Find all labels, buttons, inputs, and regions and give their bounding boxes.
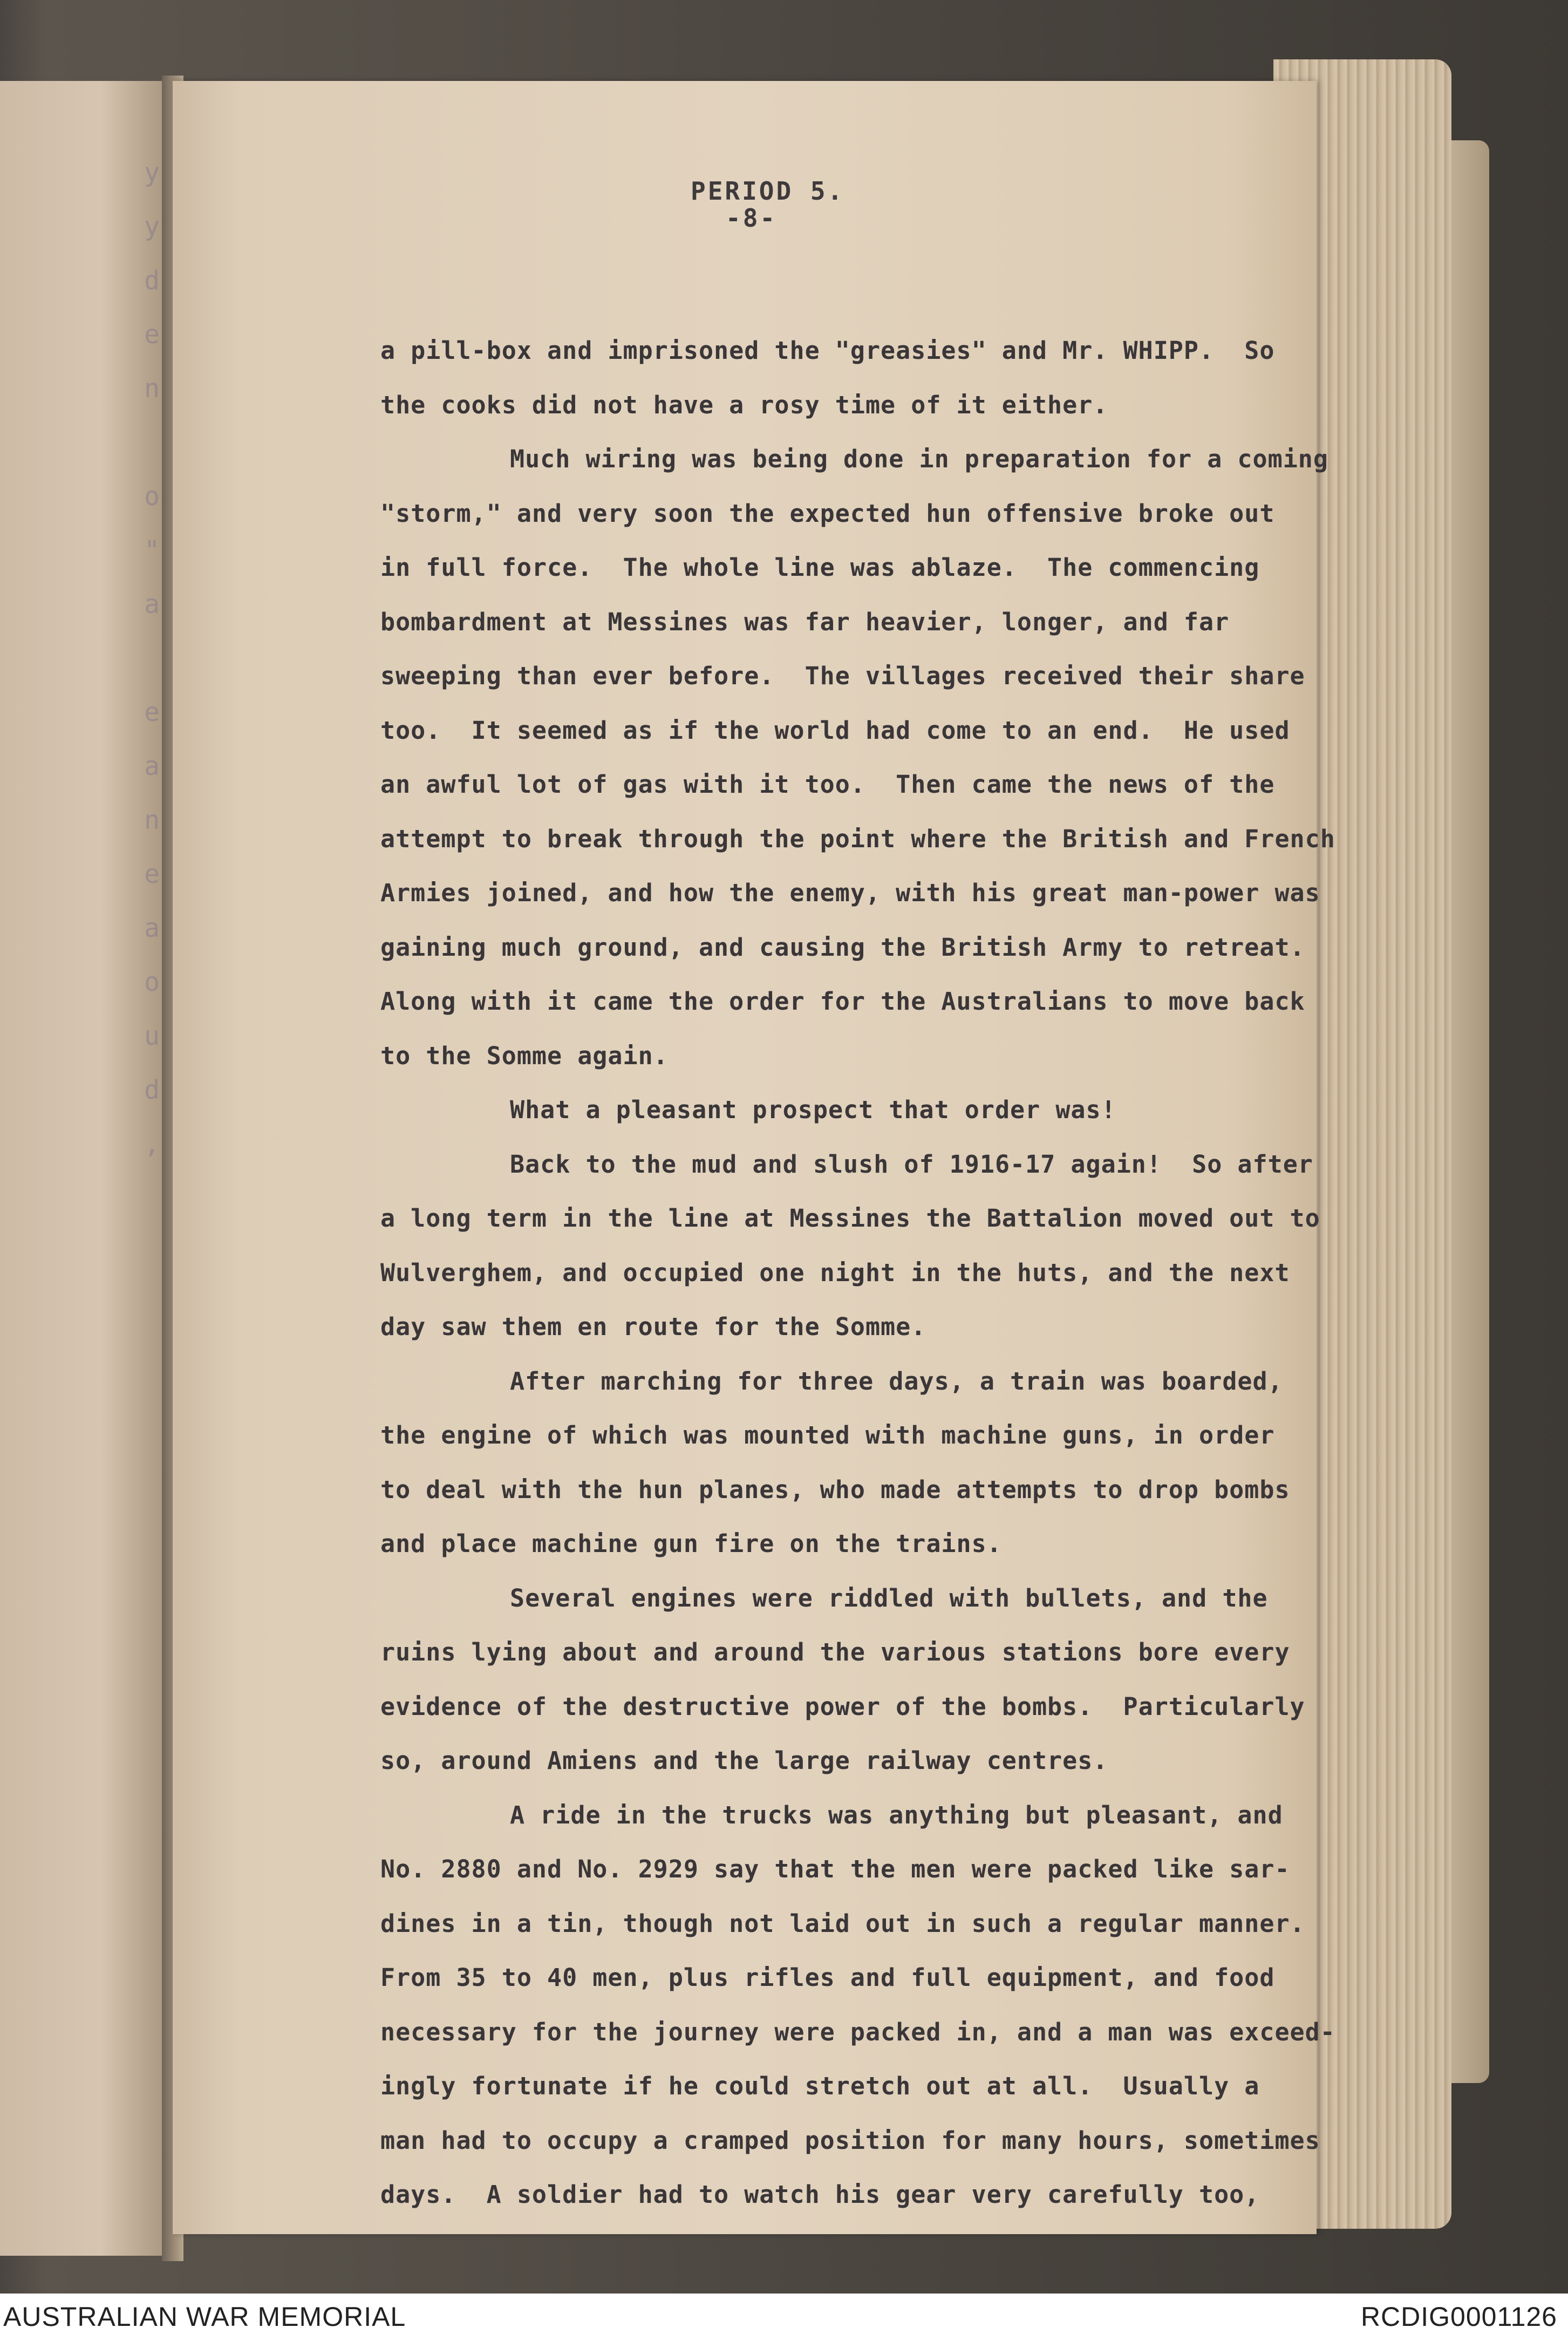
text-line: a pill-box and imprisoned the "greasies" and Mr. WHIPP. So [380, 336, 1275, 365]
text-line: the engine of which was mounted with machine guns, in order [380, 1421, 1275, 1449]
text-line: so, around Amiens and the large railway centres. [380, 1746, 1108, 1775]
text-line: to the Somme again. [380, 1041, 669, 1070]
text-line: an awful lot of gas with it too. Then came the news of the [380, 770, 1275, 799]
text-line: No. 2880 and No. 2929 say that the men were packed like sar- [380, 1855, 1290, 1883]
footer-bar [0, 2294, 1568, 2341]
text-line: bombardment at Messines was far heavier, longer, and far [380, 607, 1230, 636]
text-line: Armies joined, and how the enemy, with his great man-power was [380, 879, 1320, 907]
right-page [173, 81, 1335, 2234]
text-line: Along with it came the order for the Australians to move back [380, 987, 1305, 1016]
text-line: What a pleasant prospect that order was! [510, 1095, 1116, 1124]
text-line: sweeping than ever before. The villages received their share [380, 662, 1305, 690]
text-line: "storm," and very soon the expected hun offensive broke out [380, 499, 1275, 528]
text-line: to deal with the hun planes, who made attempts to drop bombs [380, 1475, 1290, 1504]
text-line: attempt to break through the point where the British and French [380, 824, 1335, 853]
text-line: the cooks did not have a rosy time of it either. [380, 390, 1108, 419]
text-line: gaining much ground, and causing the British Army to retreat. [380, 933, 1305, 962]
text-line: evidence of the destructive power of the bombs. Particularly [380, 1692, 1305, 1721]
footer-record-id: RCDIG0001126 [1360, 2302, 1557, 2332]
text-line: ruins lying about and around the various stations bore every [380, 1638, 1290, 1666]
left-page-fragment: y y d e n o " a e a n e a o u d , [0, 81, 167, 2256]
text-line: ingly fortunate if he could stretch out at all. Usually a [380, 2072, 1260, 2100]
text-line: Several engines were riddled with bullets, and the [510, 1583, 1268, 1612]
text-line: in full force. The whole line was ablaze. The commencing [380, 553, 1260, 582]
period-heading: PERIOD 5. [691, 176, 845, 206]
text-line: day saw them en route for the Somme. [380, 1312, 926, 1341]
text-line: dines in a tin, though not laid out in such a regular manner. [380, 1909, 1305, 1938]
text-line: and place machine gun fire on the trains. [380, 1529, 1002, 1558]
text-line: days. A soldier had to watch his gear very carefully too, [380, 2180, 1260, 2209]
text-line: Much wiring was being done in preparation for a coming [510, 445, 1328, 473]
text-line: From 35 to 40 men, plus rifles and full equipment, and food [380, 1963, 1275, 1992]
text-line: A ride in the trucks was anything but pleasant, and [510, 1800, 1283, 1829]
text-line: Back to the mud and slush of 1916-17 again! So after [510, 1149, 1313, 1179]
typed-text-body [380, 324, 1433, 2222]
text-line: man had to occupy a cramped position for many hours, sometimes [380, 2126, 1320, 2155]
text-line: a long term in the line at Messines the Battalion moved out to [380, 1204, 1320, 1233]
text-line: After marching for three days, a train was boarded, [510, 1366, 1283, 1396]
page-number: -8- [726, 203, 778, 233]
text-line: necessary for the journey were packed in, and a man was exceed- [380, 2017, 1335, 2046]
footer-institution: AUSTRALIAN WAR MEMORIAL [3, 2302, 406, 2332]
text-line: too. It seemed as if the world had come to an end. He used [380, 716, 1290, 745]
text-line: Wulverghem, and occupied one night in the huts, and the next [380, 1258, 1290, 1287]
